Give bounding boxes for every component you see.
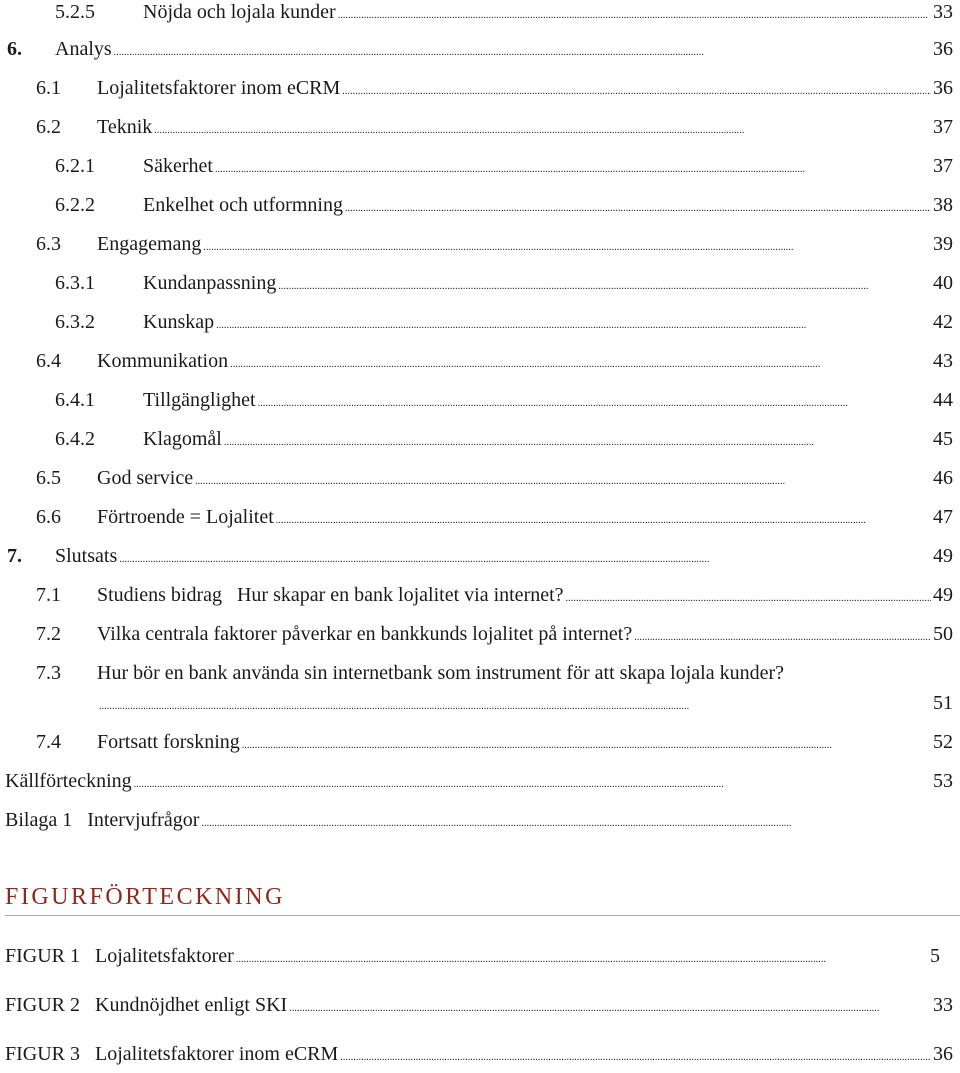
toc-entry[interactable] xyxy=(0,424,953,454)
toc-entry[interactable] xyxy=(0,805,922,835)
dot-leader xyxy=(276,502,931,536)
toc-title: Analys xyxy=(55,38,112,60)
toc-title: Kunskap xyxy=(143,311,215,333)
figure-entry[interactable] xyxy=(0,1039,953,1069)
dot-leader xyxy=(242,727,931,761)
dot-leader xyxy=(203,229,931,263)
toc-title: Källförteckning xyxy=(5,770,132,792)
toc-page-number: 36 xyxy=(933,38,953,60)
toc-number: 7.2 xyxy=(36,623,61,645)
dot-leader xyxy=(215,151,931,185)
toc-entry[interactable] xyxy=(0,190,953,220)
toc-entry[interactable] xyxy=(0,73,953,103)
toc-entry[interactable] xyxy=(0,151,953,181)
toc-page-number: 37 xyxy=(933,116,953,138)
toc-page-number: 39 xyxy=(933,233,953,255)
figure-entry[interactable] xyxy=(0,941,953,971)
dot-leader xyxy=(338,0,931,31)
toc-page-number: 51 xyxy=(933,692,953,714)
dot-leader xyxy=(258,385,931,419)
dot-leader xyxy=(134,766,931,800)
toc-number: 6.3.1 xyxy=(55,272,95,294)
toc-title: Tillgänglighet xyxy=(143,389,256,411)
toc-title: Kommunikation xyxy=(97,350,229,372)
toc-number: 7. xyxy=(7,545,22,567)
toc-page-number: 49 xyxy=(933,584,953,606)
toc-number: 6.2 xyxy=(36,116,61,138)
toc-entry[interactable] xyxy=(0,502,953,532)
dot-leader xyxy=(236,941,928,975)
toc-entry[interactable] xyxy=(0,268,953,298)
toc-page-number: 47 xyxy=(933,506,953,528)
toc-number: 6.3.2 xyxy=(55,311,95,333)
toc-title: Engagemang xyxy=(97,233,202,255)
dot-leader xyxy=(201,805,920,839)
toc-entry-line-2 xyxy=(0,688,953,718)
toc-page-number: 33 xyxy=(933,1,953,23)
toc-number: 6.6 xyxy=(36,506,61,528)
toc-page-number: 45 xyxy=(933,428,953,450)
dot-leader xyxy=(216,307,931,341)
figure-page-number: 33 xyxy=(933,994,953,1016)
toc-page-number: 36 xyxy=(933,77,953,99)
toc-number: 7.3 xyxy=(36,662,61,684)
toc-title: Studiens bidrag Hur skapar en bank lojalitet via internet? xyxy=(97,584,564,606)
toc-number: 6.5 xyxy=(36,467,61,489)
toc-page-number: 37 xyxy=(933,155,953,177)
toc-entry[interactable] xyxy=(0,0,953,27)
toc-title: Hur bör en bank använda sin internetbank som instrument för att skapa lojala kunder? xyxy=(97,662,785,684)
toc-page-number: 43 xyxy=(933,350,953,372)
toc-page-number: 40 xyxy=(933,272,953,294)
toc-number: 7.4 xyxy=(36,731,61,753)
toc-number: 6. xyxy=(7,38,22,60)
figure-page-number: 36 xyxy=(933,1043,953,1065)
toc-number: 6.4.2 xyxy=(55,428,95,450)
dot-leader xyxy=(195,463,931,497)
toc-title: Förtroende = Lojalitet xyxy=(97,506,274,528)
toc-number: 5.2.5 xyxy=(55,1,95,23)
toc-title: Lojalitetsfaktorer inom eCRM xyxy=(97,77,341,99)
dot-leader xyxy=(345,190,931,224)
toc-number: 6.2.2 xyxy=(55,194,95,216)
dot-leader xyxy=(114,34,931,68)
figure-title: FIGUR 1 Lojalitetsfaktorer xyxy=(5,945,234,967)
toc-title: Säkerhet xyxy=(143,155,213,177)
toc-title: Enkelhet och utformning xyxy=(143,194,343,216)
toc-page-number: 42 xyxy=(933,311,953,333)
toc-entry[interactable] xyxy=(0,229,953,259)
toc-page-number: 53 xyxy=(933,770,953,792)
toc-page-number: 50 xyxy=(933,623,953,645)
figure-entry[interactable] xyxy=(0,990,953,1020)
toc-entry[interactable] xyxy=(0,34,953,64)
toc-number: 6.4.1 xyxy=(55,389,95,411)
figure-page-number: 5 xyxy=(930,945,940,967)
toc-page-number: 38 xyxy=(933,194,953,216)
toc-title: Bilaga 1 Intervjufrågor xyxy=(5,809,200,831)
dot-leader xyxy=(289,990,931,1024)
toc-number: 6.1 xyxy=(36,77,61,99)
toc-entry[interactable] xyxy=(0,727,953,757)
dot-leader xyxy=(230,346,931,380)
toc-entry[interactable] xyxy=(0,463,953,493)
dot-leader xyxy=(634,619,931,653)
toc-title: Vilka centrala faktorer påverkar en bankkunds lojalitet på internet? xyxy=(97,623,633,645)
toc-entry[interactable] xyxy=(0,112,953,142)
dot-leader xyxy=(99,688,931,722)
dot-leader xyxy=(154,112,931,146)
toc-number: 6.2.1 xyxy=(55,155,95,177)
toc-title: God service xyxy=(97,467,194,489)
toc-number: 6.4 xyxy=(36,350,61,372)
dot-leader xyxy=(119,541,931,575)
dot-leader xyxy=(278,268,931,302)
toc-number: 6.3 xyxy=(36,233,61,255)
dot-leader xyxy=(224,424,931,458)
dot-leader xyxy=(342,73,931,107)
toc-entry[interactable] xyxy=(0,766,953,796)
dot-leader xyxy=(566,580,931,614)
toc-entry[interactable] xyxy=(0,346,953,376)
toc-entry-line-1 xyxy=(0,658,953,688)
toc-page-number: 49 xyxy=(933,545,953,567)
toc-entry[interactable] xyxy=(0,619,953,649)
toc-entry[interactable] xyxy=(0,580,953,610)
toc-title: Teknik xyxy=(97,116,153,138)
toc-title: Kundanpassning xyxy=(143,272,277,294)
toc-entry[interactable] xyxy=(0,541,953,571)
toc-title: Nöjda och lojala kunder xyxy=(143,1,336,23)
toc-title: Slutsats xyxy=(55,545,118,567)
toc-title: Fortsatt forskning xyxy=(97,731,240,753)
figure-title: FIGUR 2 Kundnöjdhet enligt SKI xyxy=(5,994,288,1016)
figure-list-heading: FIGURFÖRTECKNING xyxy=(5,884,960,916)
toc-entry[interactable] xyxy=(0,385,953,415)
toc-entry[interactable] xyxy=(0,307,953,337)
toc-number: 7.1 xyxy=(36,584,61,606)
toc-title: Klagomål xyxy=(143,428,222,450)
toc-page-number: 46 xyxy=(933,467,953,489)
figure-title: FIGUR 3 Lojalitetsfaktorer inom eCRM xyxy=(5,1043,339,1065)
toc-page-number: 44 xyxy=(933,389,953,411)
toc-page-number: 52 xyxy=(933,731,953,753)
